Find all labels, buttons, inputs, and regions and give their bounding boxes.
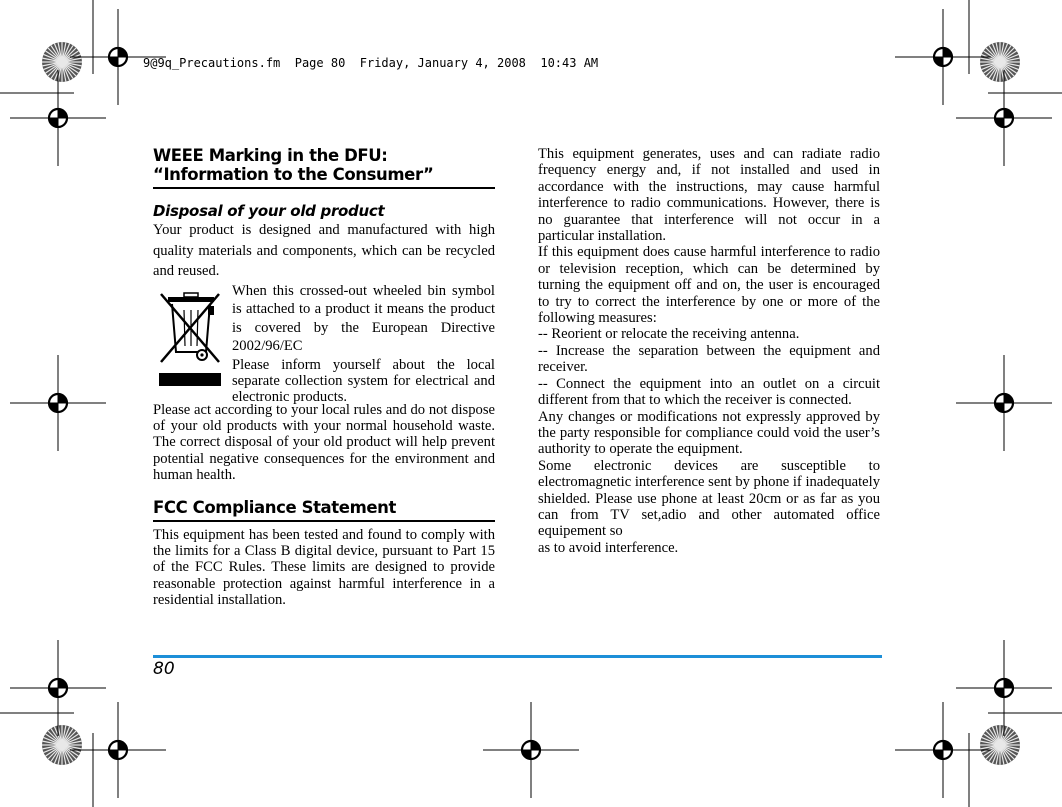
right-paragraph-4: Some electronic devices are susceptible to electromagnetic interference sent by phone if inadequately shielded. Please use phone at least 20cm or as far as you can from TV set,adio and other automated office equipement so (538, 457, 880, 540)
left-column (153, 146, 495, 609)
right-paragraph-3: Any changes or modifications not expressly approved by the party responsible for compliance could void the user’s authority to operate the equipment. (538, 408, 880, 458)
weee-symbol-text (232, 282, 495, 406)
disposal-paragraph-1: Your product is designed and manufactured with high quality materials and components, which can be recycled and reused. (153, 222, 495, 279)
disposal-subheading: Disposal of your old product (153, 202, 385, 220)
right-paragraph-2: If this equipment does cause harmful interference to radio or television reception, which can be determined by turning the equipment off and on, the user is encouraged to try to correct the interference by one or more of the following measures: (538, 244, 880, 327)
fcc-paragraph-1: This equipment has been tested and found to comply with the limits for a Class B digital device, pursuant to Part 15 of the FCC Rules. These limits are designed to provide reasonable protection against harmful interference in a residential installation. (153, 526, 495, 609)
measure-2: -- Increase the separation between the equipment and receiver. (538, 342, 880, 376)
bin-text-1: When this crossed-out wheeled bin symbol is attached to a product it means the product is covered by the European Directive 2002/96/EC (232, 282, 495, 354)
right-paragraph-5: as to avoid interference. (538, 539, 679, 556)
fcc-heading: FCC Compliance Statement (153, 497, 396, 517)
print-header: 9@9q_Precautions.fm Page 80 Friday, January 4, 2008 10:43 AM (143, 56, 599, 70)
weee-heading: WEEE Marking in the DFU: “Information to the Consumer” (153, 146, 434, 184)
right-column (538, 146, 880, 556)
measure-3: -- Connect the equipment into an outlet on a circuit different from that to which the receiver is connected. (538, 375, 880, 409)
right-paragraph-1: This equipment generates, uses and can radiate radio frequency energy and, if not installed and used in accordance with the instructions, may cause harmful interference to radio communications. However, there is no guarantee that interference will not occur in a particular installation. (538, 146, 880, 245)
page-number: 80 (153, 659, 175, 679)
disposal-paragraph-2: Please act according to your local rules and do not dispose of your old products with your normal household waste. The correct disposal of your old product will help prevent potential negative consequences for the environment and human health. (153, 401, 495, 484)
crossed-out-bin-icon (155, 288, 225, 396)
weee-symbol-block (153, 282, 495, 406)
measure-1: -- Reorient or relocate the receiving antenna. (538, 326, 800, 343)
bin-text-2: Please inform yourself about the local separate collection system for electrical and electronic products. (232, 356, 495, 406)
footer-accent-bar (153, 655, 882, 658)
